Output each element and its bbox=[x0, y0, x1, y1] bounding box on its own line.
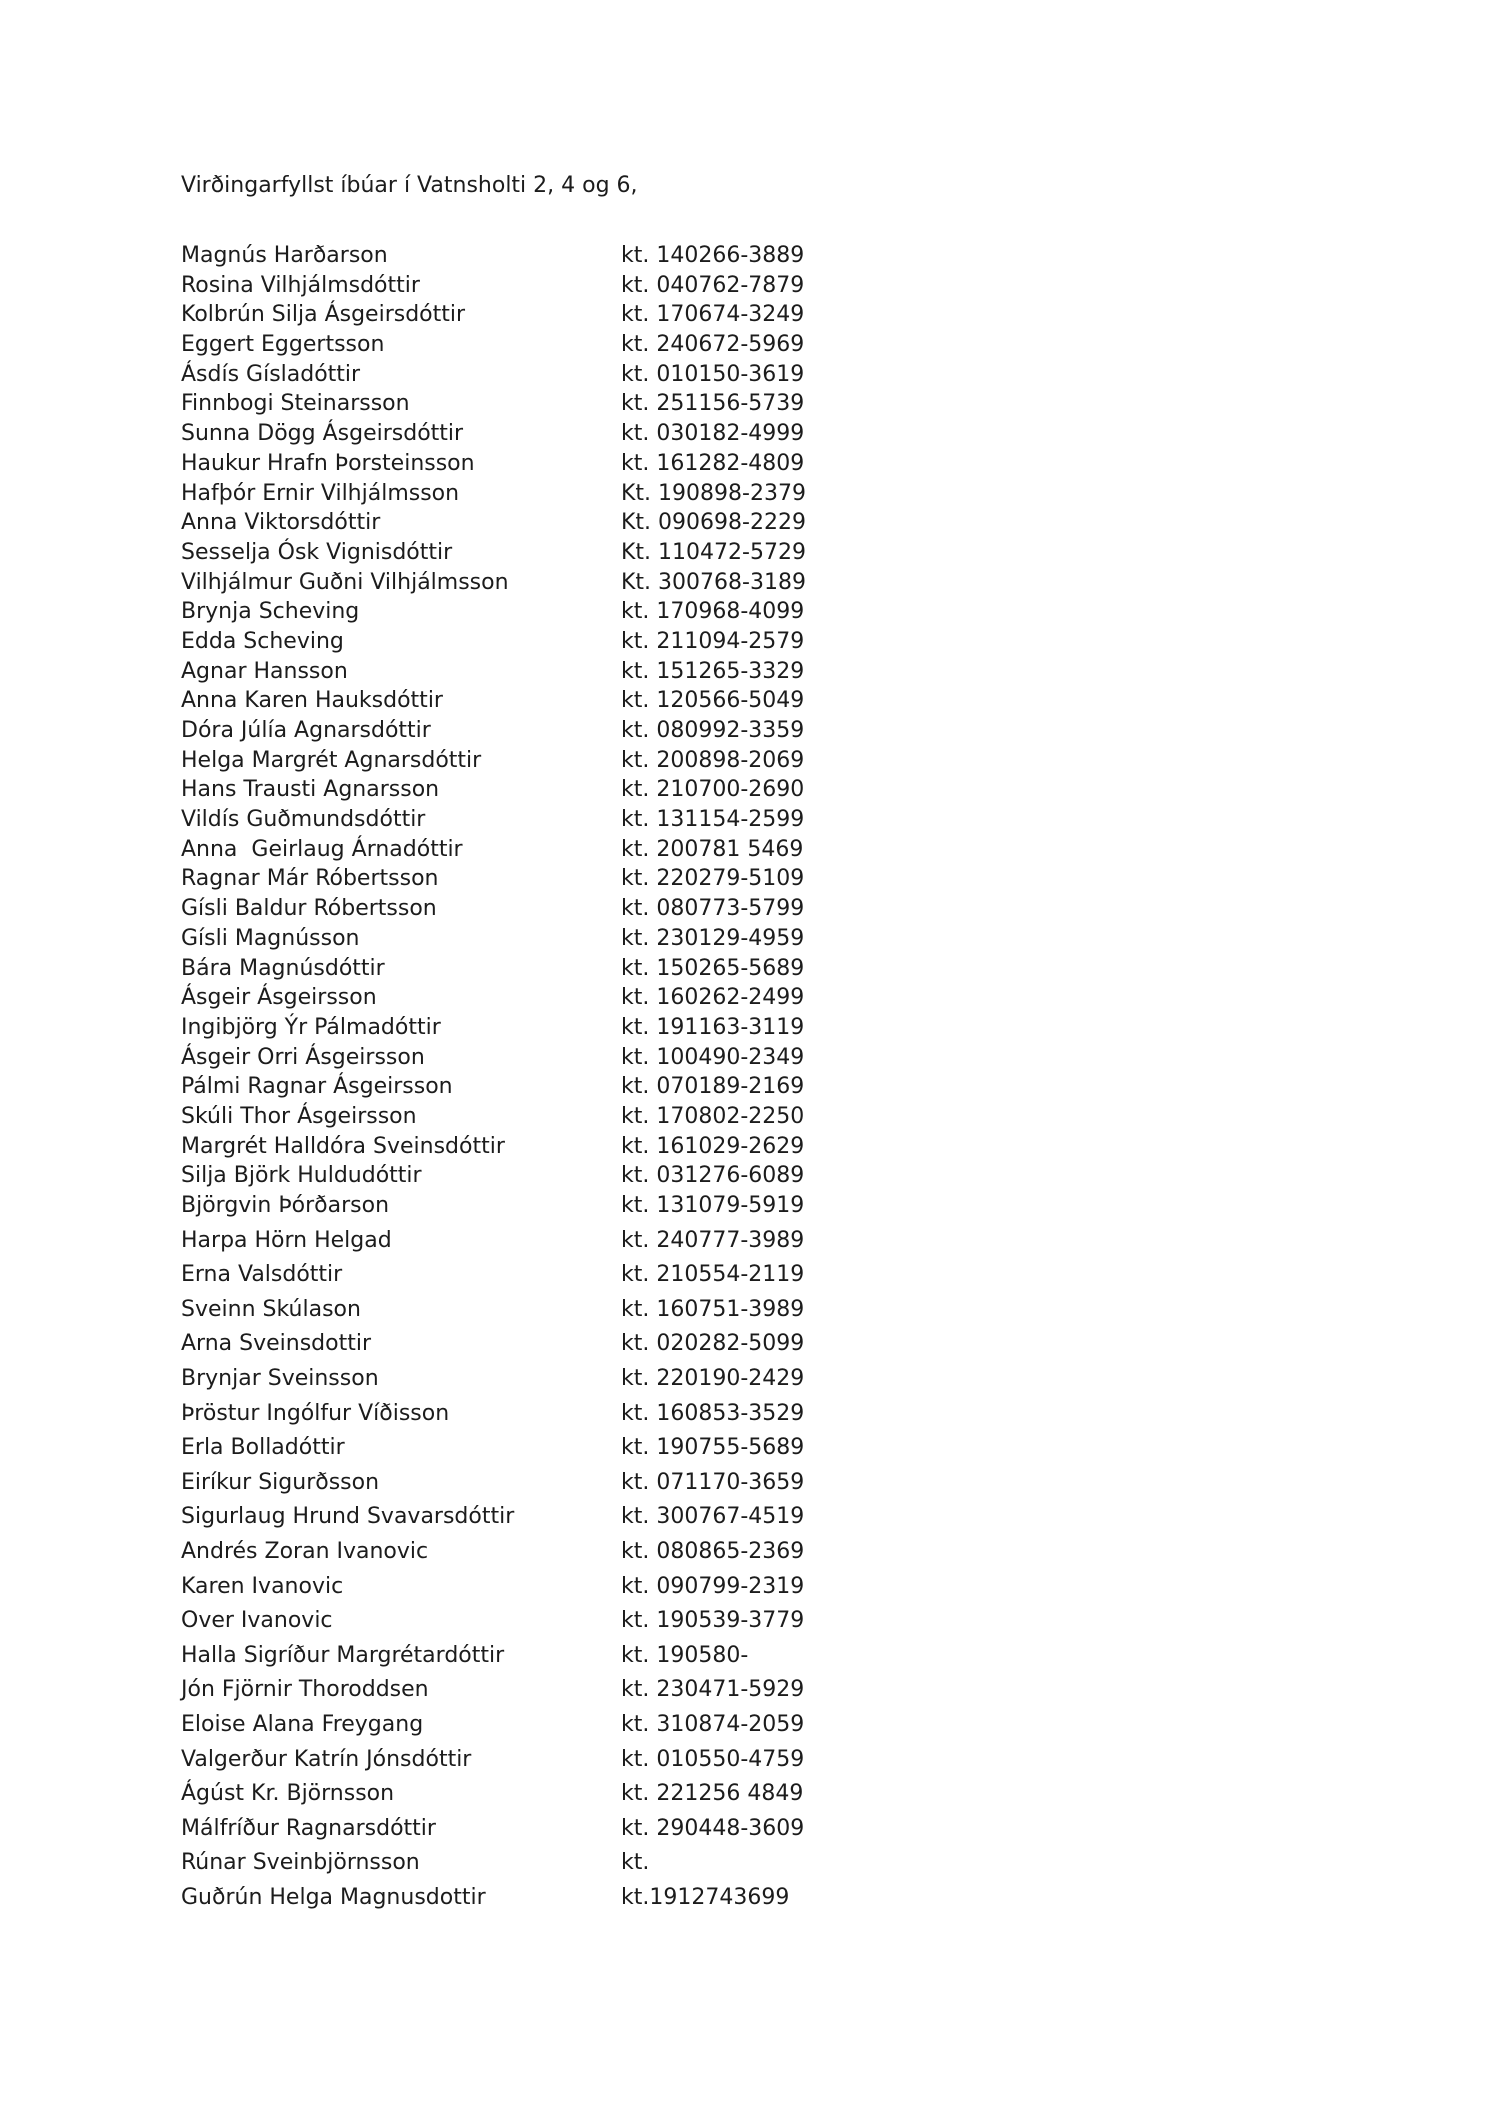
resident-row bbox=[181, 599, 1321, 629]
resident-name: Over Ivanovic bbox=[181, 1608, 333, 1634]
resident-row bbox=[181, 1885, 1321, 1920]
resident-kennitala: kt. 030182-4999 bbox=[621, 421, 805, 447]
resident-row bbox=[181, 985, 1321, 1015]
resident-name: Vilhjálmur Guðni Vilhjálmsson bbox=[181, 569, 509, 595]
resident-kennitala: Kt. 110472-5729 bbox=[621, 539, 806, 565]
resident-row bbox=[181, 1608, 1321, 1643]
resident-kennitala: kt. 040762-7879 bbox=[621, 272, 805, 298]
resident-kennitala: kt. 211094-2579 bbox=[621, 628, 805, 654]
resident-name: Rúnar Sveinbjörnsson bbox=[181, 1850, 420, 1876]
resident-kennitala: kt. 160262-2499 bbox=[621, 985, 805, 1011]
resident-kennitala: kt. 220279-5109 bbox=[621, 866, 805, 892]
resident-kennitala: kt. 200781 5469 bbox=[621, 836, 804, 862]
resident-kennitala: kt. 170802-2250 bbox=[621, 1103, 805, 1129]
resident-name: Ásgeir Ásgeirsson bbox=[181, 985, 377, 1011]
resident-row bbox=[181, 1574, 1321, 1609]
resident-kennitala: kt. 080992-3359 bbox=[621, 718, 805, 743]
resident-name: Pálmi Ragnar Ásgeirsson bbox=[181, 1074, 453, 1100]
resident-name: Margrét Halldóra Sveinsdóttir bbox=[181, 1133, 505, 1159]
resident-row bbox=[181, 481, 1321, 511]
resident-kennitala: kt. 170674-3249 bbox=[621, 302, 805, 328]
resident-name: Gísli Magnússon bbox=[181, 925, 360, 951]
resident-name: Sesselja Ósk Vignisdóttir bbox=[181, 539, 453, 565]
closing-salutation: Virðingarfyllst íbúar í Vatnsholti 2, 4 og 6, bbox=[181, 173, 638, 198]
resident-row bbox=[181, 1435, 1321, 1470]
resident-kennitala: kt. 190539-3779 bbox=[621, 1608, 805, 1634]
resident-row bbox=[181, 866, 1321, 896]
resident-kennitala: kt. 230129-4959 bbox=[621, 925, 805, 951]
resident-kennitala: kt. 031276-6089 bbox=[621, 1163, 805, 1189]
resident-row bbox=[181, 629, 1321, 659]
resident-kennitala: kt. 221256 4849 bbox=[621, 1781, 804, 1807]
resident-row bbox=[181, 1163, 1321, 1193]
resident-kennitala: kt. 190755-5689 bbox=[621, 1435, 805, 1461]
resident-name: Björgvin Þórðarson bbox=[181, 1193, 390, 1218]
resident-kennitala: kt. bbox=[621, 1850, 650, 1876]
resident-row bbox=[181, 302, 1321, 332]
resident-kennitala: kt. 310874-2059 bbox=[621, 1711, 805, 1737]
resident-kennitala: kt. 071170-3659 bbox=[621, 1469, 805, 1495]
resident-name: Ásdís Gísladóttir bbox=[181, 361, 361, 387]
resident-row bbox=[181, 837, 1321, 867]
resident-row bbox=[181, 1366, 1321, 1401]
resident-name: Arna Sveinsdottir bbox=[181, 1331, 371, 1357]
resident-name: Guðrún Helga Magnusdottir bbox=[181, 1884, 486, 1910]
resident-name: Þröstur Ingólfur Víðisson bbox=[181, 1400, 450, 1426]
resident-kennitala: kt. 151265-3329 bbox=[621, 658, 805, 684]
resident-name: Bára Magnúsdóttir bbox=[181, 955, 385, 981]
resident-kennitala: kt. 220190-2429 bbox=[621, 1365, 805, 1391]
resident-kennitala: Kt. 300768-3189 bbox=[621, 569, 806, 595]
resident-row bbox=[181, 926, 1321, 956]
resident-name: Magnús Harðarson bbox=[181, 243, 388, 268]
resident-name: Erla Bolladóttir bbox=[181, 1435, 345, 1461]
resident-row bbox=[181, 1193, 1321, 1228]
resident-row bbox=[181, 391, 1321, 421]
resident-name: Agnar Hansson bbox=[181, 658, 348, 684]
resident-name: Vildís Guðmundsdóttir bbox=[181, 807, 426, 833]
resident-name: Andrés Zoran Ivanovic bbox=[181, 1538, 429, 1564]
resident-kennitala: kt. 251156-5739 bbox=[621, 391, 805, 417]
resident-row bbox=[181, 1539, 1321, 1574]
resident-row bbox=[181, 273, 1321, 303]
resident-row bbox=[181, 1262, 1321, 1297]
resident-kennitala: kt. 080865-2369 bbox=[621, 1538, 805, 1564]
resident-row bbox=[181, 956, 1321, 986]
resident-row bbox=[181, 1816, 1321, 1851]
resident-kennitala: kt. 230471-5929 bbox=[621, 1677, 805, 1703]
resident-row bbox=[181, 1015, 1321, 1045]
resident-row bbox=[181, 659, 1321, 689]
resident-name: Halla Sigríður Margrétardóttir bbox=[181, 1642, 505, 1668]
resident-kennitala: kt. 010150-3619 bbox=[621, 361, 805, 387]
resident-name: Jón Fjörnir Thoroddsen bbox=[181, 1677, 429, 1703]
resident-kennitala: Kt. 190898-2379 bbox=[621, 480, 806, 506]
resident-name: Brynjar Sveinsson bbox=[181, 1365, 379, 1391]
resident-name: Haukur Hrafn Þorsteinsson bbox=[181, 450, 475, 476]
resident-row bbox=[181, 1781, 1321, 1816]
resident-row bbox=[181, 570, 1321, 600]
resident-name: Karen Ivanovic bbox=[181, 1573, 344, 1599]
resident-name: Málfríður Ragnarsdóttir bbox=[181, 1815, 436, 1841]
resident-row bbox=[181, 540, 1321, 570]
resident-kennitala: kt. 080773-5799 bbox=[621, 896, 805, 922]
resident-kennitala: kt. 161029-2629 bbox=[621, 1133, 805, 1159]
resident-row bbox=[181, 362, 1321, 392]
resident-row bbox=[181, 1074, 1321, 1104]
resident-row bbox=[181, 1134, 1321, 1164]
resident-row bbox=[181, 332, 1321, 362]
resident-kennitala: kt. 100490-2349 bbox=[621, 1044, 805, 1070]
resident-kennitala: kt. 131154-2599 bbox=[621, 807, 805, 833]
resident-name: Dóra Júlía Agnarsdóttir bbox=[181, 718, 431, 743]
resident-name: Kolbrún Silja Ásgeirsdóttir bbox=[181, 302, 466, 328]
resident-kennitala: kt. 120566-5049 bbox=[621, 688, 805, 714]
resident-name: Sigurlaug Hrund Svavarsdóttir bbox=[181, 1504, 515, 1530]
resident-row bbox=[181, 421, 1321, 451]
resident-name: Anna Geirlaug Árnadóttir bbox=[181, 836, 463, 862]
resident-kennitala: kt. 150265-5689 bbox=[621, 955, 805, 981]
resident-name: Sveinn Skúlason bbox=[181, 1296, 361, 1322]
resident-name: Eggert Eggertsson bbox=[181, 332, 385, 358]
resident-name: Sunna Dögg Ásgeirsdóttir bbox=[181, 421, 464, 447]
resident-name: Gísli Baldur Róbertsson bbox=[181, 896, 437, 922]
resident-kennitala: kt. 290448-3609 bbox=[621, 1815, 805, 1841]
resident-name: Helga Margrét Agnarsdóttir bbox=[181, 747, 482, 773]
resident-name: Ágúst Kr. Björnsson bbox=[181, 1781, 395, 1807]
resident-row bbox=[181, 1401, 1321, 1436]
resident-kennitala: kt. 200898-2069 bbox=[621, 747, 805, 773]
resident-name: Brynja Scheving bbox=[181, 599, 360, 625]
resident-kennitala: kt. 140266-3889 bbox=[621, 243, 805, 268]
resident-kennitala: kt. 210554-2119 bbox=[621, 1262, 805, 1288]
resident-name: Ásgeir Orri Ásgeirsson bbox=[181, 1044, 425, 1070]
resident-row bbox=[181, 718, 1321, 748]
document-content bbox=[181, 172, 1321, 1919]
resident-row bbox=[181, 1747, 1321, 1782]
resident-row bbox=[181, 1297, 1321, 1332]
resident-name: Rosina Vilhjálmsdóttir bbox=[181, 272, 420, 298]
resident-row bbox=[181, 243, 1321, 273]
resident-kennitala: kt. 240777-3989 bbox=[621, 1227, 805, 1253]
resident-kennitala: kt. 170968-4099 bbox=[621, 599, 805, 625]
resident-row bbox=[181, 1045, 1321, 1075]
resident-row bbox=[181, 1850, 1321, 1885]
resident-row bbox=[181, 510, 1321, 540]
resident-row bbox=[181, 1712, 1321, 1747]
resident-name: Skúli Thor Ásgeirsson bbox=[181, 1103, 417, 1129]
resident-list bbox=[181, 243, 1321, 1919]
resident-row bbox=[181, 1331, 1321, 1366]
resident-row bbox=[181, 1470, 1321, 1505]
resident-name: Ragnar Már Róbertsson bbox=[181, 866, 439, 892]
resident-row bbox=[181, 748, 1321, 778]
resident-name: Valgerður Katrín Jónsdóttir bbox=[181, 1746, 472, 1772]
resident-row bbox=[181, 1643, 1321, 1678]
resident-row bbox=[181, 688, 1321, 718]
resident-kennitala: kt. 131079-5919 bbox=[621, 1193, 805, 1218]
resident-name: Harpa Hörn Helgad bbox=[181, 1227, 392, 1253]
resident-name: Eiríkur Sigurðsson bbox=[181, 1469, 380, 1495]
resident-name: Eloise Alana Freygang bbox=[181, 1711, 424, 1737]
resident-row bbox=[181, 1504, 1321, 1539]
resident-kennitala: kt. 190580- bbox=[621, 1642, 749, 1668]
resident-name: Erna Valsdóttir bbox=[181, 1262, 343, 1288]
resident-row bbox=[181, 451, 1321, 481]
resident-kennitala: kt. 161282-4809 bbox=[621, 450, 805, 476]
resident-name: Silja Björk Huldudóttir bbox=[181, 1163, 422, 1189]
resident-row bbox=[181, 1104, 1321, 1134]
resident-kennitala: Kt. 090698-2229 bbox=[621, 510, 806, 536]
resident-name: Anna Viktorsdóttir bbox=[181, 510, 381, 536]
resident-kennitala: kt. 160853-3529 bbox=[621, 1400, 805, 1426]
resident-kennitala: kt.1912743699 bbox=[621, 1884, 790, 1910]
resident-name: Anna Karen Hauksdóttir bbox=[181, 688, 443, 714]
resident-kennitala: kt. 090799-2319 bbox=[621, 1573, 805, 1599]
resident-name: Ingibjörg Ýr Pálmadóttir bbox=[181, 1014, 441, 1040]
resident-name: Hans Trausti Agnarsson bbox=[181, 777, 440, 803]
resident-kennitala: kt. 300767-4519 bbox=[621, 1504, 805, 1530]
resident-kennitala: kt. 070189-2169 bbox=[621, 1074, 805, 1100]
resident-kennitala: kt. 240672-5969 bbox=[621, 332, 805, 358]
resident-kennitala: kt. 010550-4759 bbox=[621, 1746, 805, 1772]
resident-row bbox=[181, 777, 1321, 807]
resident-kennitala: kt. 160751-3989 bbox=[621, 1296, 805, 1322]
resident-kennitala: kt. 191163-3119 bbox=[621, 1014, 805, 1040]
resident-row bbox=[181, 807, 1321, 837]
resident-row bbox=[181, 896, 1321, 926]
resident-row bbox=[181, 1228, 1321, 1263]
resident-kennitala: kt. 020282-5099 bbox=[621, 1331, 805, 1357]
resident-row bbox=[181, 1677, 1321, 1712]
resident-name: Finnbogi Steinarsson bbox=[181, 391, 410, 417]
resident-name: Edda Scheving bbox=[181, 628, 344, 654]
resident-name: Hafþór Ernir Vilhjálmsson bbox=[181, 480, 460, 506]
resident-kennitala: kt. 210700-2690 bbox=[621, 777, 805, 803]
